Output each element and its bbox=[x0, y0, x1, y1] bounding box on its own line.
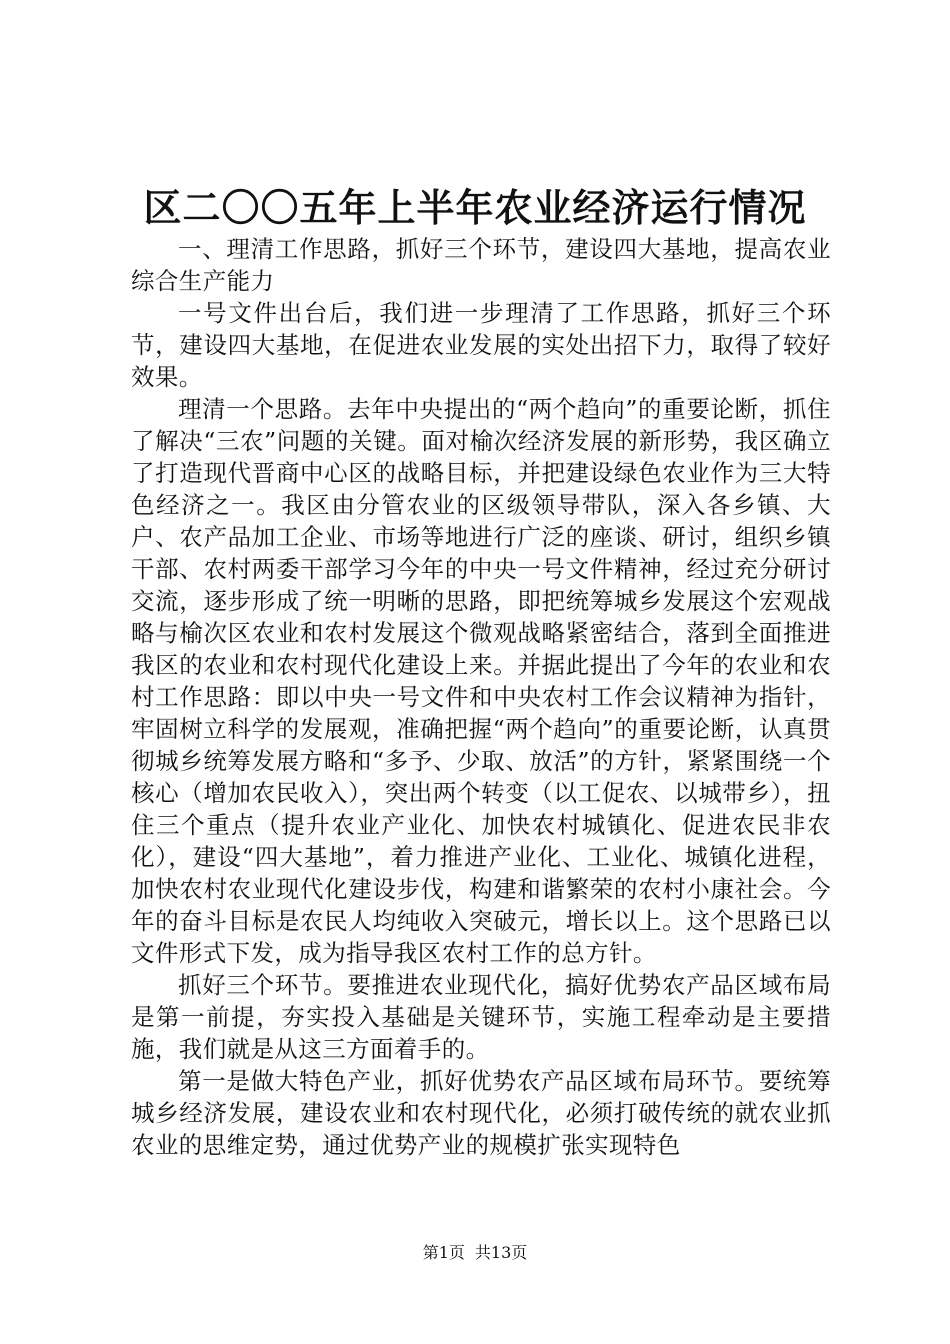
page-total: 共13页 bbox=[474, 1243, 528, 1262]
document-title: 区二〇〇五年上半年农业经济运行情况 bbox=[143, 185, 807, 230]
paragraph: 理清一个思路。去年中央提出的“两个趋向”的重要论断，抓住了解决“三农”问题的关键。面对榆次经济发展的新形势，我区确立了打造现代晋商中心区的战略目标，并把建设绿色农业作为三大特色经济之一。我区由分管农业的区级领导带队，深入各乡镇、大户、农产品加工企业、市场等地进行广泛的座谈、研讨，组织乡镇干部、农村两委干部学习今年的中央一号文件精神，经过充分研讨交流，逐步形成了统一明晰的思路，即把统筹城乡发展这个宏观战略与榆次区农业和农村发展这个微观战略紧密结合，落到全面推进我区的农业和农村现代化建设上来。并据此提出了今年的农业和农村工作思路：即以中央一号文件和中央农村工作会议精神为指针，牢固树立科学的发展观，准确把握“两个趋向”的重要论断，认真贯彻城乡统筹发展方略和“多予、少取、放活”的方针，紧紧围绕一个核心（增加农民收入），突出两个转变（以工促农、以城带乡），扭住三个重点（提升农业产业化、加快农村城镇化、促进农民非农化），建设“四大基地”，着力推进产业化、工业化、城镇化进程，加快农村农业现代化建设步伐，构建和谐繁荣的农村小康社会。今年的奋斗目标是农民人均纯收入突破元，增长以上。这个思路已以文件形式下发，成为指导我区农村工作的总方针。 bbox=[131, 395, 831, 967]
paragraph: 第一是做大特色产业，抓好优势农产品区域布局环节。要统筹城乡经济发展，建设农业和农村现代化，必须打破传统的就农业抓农业的思维定势，通过优势产业的规模扩张实现特色 bbox=[131, 1067, 831, 1159]
paragraph: 一号文件出台后，我们进一步理清了工作思路，抓好三个环节，建设四大基地，在促进农业发展的实处出招下力，取得了较好效果。 bbox=[131, 299, 831, 391]
document-body bbox=[131, 233, 831, 1161]
page-number: 第1页 bbox=[422, 1243, 465, 1262]
section-heading: 一、理清工作思路，抓好三个环节，建设四大基地，提高农业综合生产能力 bbox=[131, 235, 831, 295]
paragraph: 抓好三个环节。要推进农业现代化，搞好优势农产品区域布局是第一前提，夯实投入基础是关键环节，实施工程牵动是主要措施，我们就是从这三方面着手的。 bbox=[131, 971, 831, 1063]
page-footer bbox=[0, 1243, 950, 1263]
